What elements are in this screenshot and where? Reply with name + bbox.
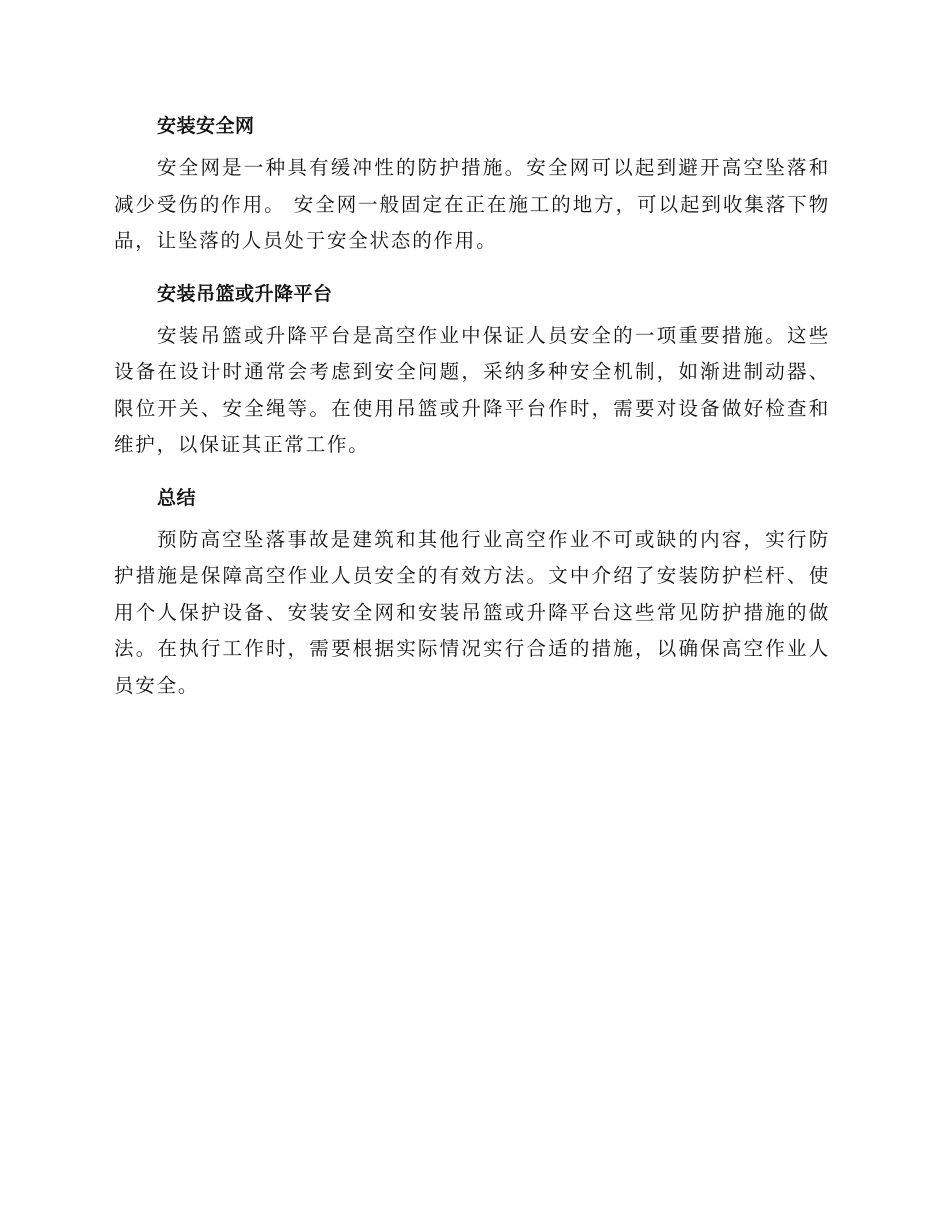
section-paragraph: 预防高空坠落事故是建筑和其他行业高空作业不可或缺的内容，实行防护措施是保障高空作业人员安全的有效方法。文中介绍了安装防护栏杆、使用个人保护设备、安装安全网和安装吊篮或升降平台这些常见防护措施的做法。在执行工作时，需要根据实际情况实行合适的措施，以确保高空作业人员安全。 xyxy=(114,527,830,697)
section-heading: 安装安全网 xyxy=(157,115,255,137)
section-hanging-basket xyxy=(114,276,830,464)
document-content xyxy=(114,108,830,720)
section-safety-net xyxy=(114,108,830,260)
section-paragraph: 安全网是一种具有缓冲性的防护措施。安全网可以起到避开高空坠落和减少受伤的作用。 安全网一般固定在正在施工的地方，可以起到收集落下物品，让坠落的人员处于安全状态的作用。 xyxy=(114,156,830,252)
section-paragraph: 安装吊篮或升降平台是高空作业中保证人员安全的一项重要措施。这些设备在设计时通常会考虑到安全问题，采纳多种安全机制，如渐进制动器、限位开关、安全绳等。在使用吊篮或升降平台作时，需要对设备做好检查和维护，以保证其正常工作。 xyxy=(114,323,830,456)
section-heading: 安装吊篮或升降平台 xyxy=(157,282,333,305)
section-heading: 总结 xyxy=(157,486,197,509)
section-summary xyxy=(114,480,830,705)
